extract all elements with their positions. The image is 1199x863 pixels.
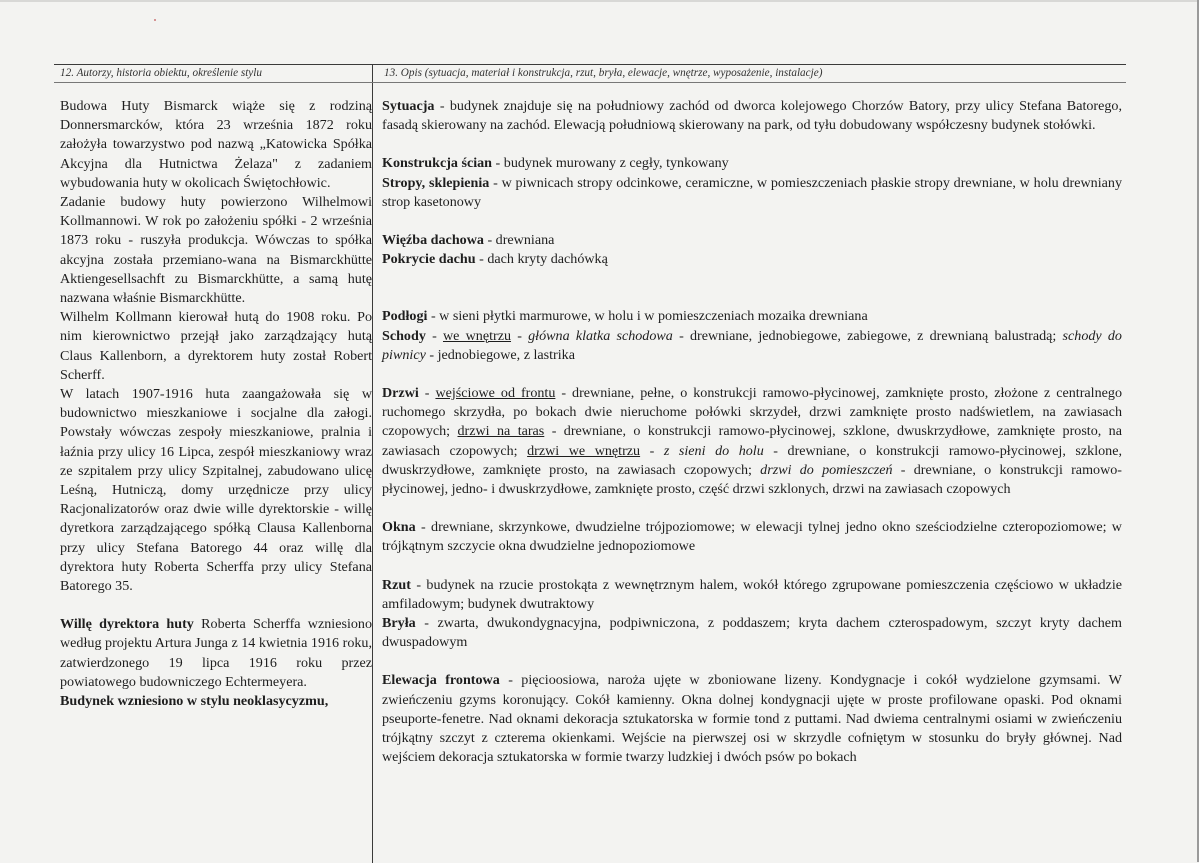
schody-label: Schody	[382, 327, 426, 344]
villa-text: Roberta Scherffa wzniesiono według projektu Artura Junga z 14 kwietnia 1916 roku, zatwierdzonego 19 lipca 1916 roku przez powiatowego budowniczego Echtermeyera.	[60, 616, 373, 690]
right-column-header: 13. Opis (sytuacja, materiał i konstrukcja, rzut, bryła, elewacje, wnętrze, wyposażenie, instalacje)	[384, 67, 823, 79]
right-column-text	[382, 97, 1122, 767]
section-konstrukcja	[382, 154, 1122, 173]
interior-door-label: drzwi we wnętrzu	[527, 442, 641, 459]
history-paragraph-2: Zadanie budowy huty powierzono Wilhelmowi Kollmannowi. W rok po założeniu spółki - 2 września 1873 roku - ruszyła produkcja. Wówczas to spółka akcyjna została przemiano-wana na Bismarckhütte Aktiengesellsachft zu Bismarckhütte, a samą hutę nazwana właśnie Bismarckhütte.	[60, 194, 372, 307]
drzwi-text-3: - drewniane, o konstrukcji ramowo-płycinowej, szklone, dwuskrzydłowe, zamknięte prosto, na zawiasach czopowych;	[382, 442, 1122, 478]
style-statement: Budynek wzniesiono w stylu neoklasycyzmu,	[60, 693, 329, 710]
drzwi-text-4: - drewniane, o konstrukcji ramowo-płycinowej, jedno- i dwuskrzydłowe, zamknięte prosto, część drzwi szklonych, drzwi na zawiasach czopowych	[382, 461, 1122, 498]
front-door-label: wejściowe od frontu	[435, 385, 556, 402]
pokrycie-text: - dach kryty dachówką	[475, 251, 608, 268]
section-schody	[382, 327, 1122, 365]
drzwi-text-2: - drewniane, o konstrukcji ramowo-płycinowej, szklone, dwuskrzydłowe, zamknięte prosto, na zawiasach czopowych;	[382, 423, 1122, 459]
podlogi-text: - w sieni płytki marmurowe, w holu i w pomieszczeniach mozaika drewniana	[427, 308, 868, 325]
ink-speck	[154, 19, 156, 21]
drzwi-separator: -	[418, 385, 436, 402]
history-paragraph-1: Budowa Huty Bismarck wiąże się z rodziną Donnersmarcków, która 23 września 1872 roku założyła towarzystwo pod nazwą „Katowicka Spółka Akcyjna dla Hutnictwa Żelaza" z zadaniem wybudowania huty w okolicach Świętochłowic.	[60, 98, 372, 191]
history-paragraph-4: W latach 1907-1916 huta zaangażowała się w budownictwo mieszkaniowe i socjalne dla załogi. Powstały wówczas zespoły mieszkaniowe, pralnia i łaźnia przy ulicy 16 Lipca, zespół mieszkaniowy wraz ze szpitalem przy ulicy Szpitalnej, zabudowano ulicę Leśną, Hutniczą, domy urzędnicze przy ulicy Racjonalizatorów oraz dwie wille dyrektorskie - willę dyretkora zarządzającego spółką Clausa Kallenborna przy ulicy Stefana Batorego 44 oraz willę dla dyrektora huty Roberta Scherffa przy ulicy Stefana Batorego 35.	[60, 386, 372, 595]
section-sytuacja	[382, 97, 1122, 135]
okna-text: - drewniane, skrzynkowe, dwudzielne trójpoziomowe; w elewacji tylnej jedno okno sześciodzielne czteropoziomowe; w trójkątnym szczycie okna dwudzielne jednopoziomowe	[382, 519, 1122, 555]
section-pokrycie	[382, 250, 1122, 269]
column-divider	[372, 65, 373, 863]
podlogi-label: Podłogi	[382, 308, 428, 325]
elewacja-label: Elewacja frontowa	[382, 672, 500, 689]
hall-door-label: z sieni do holu	[663, 442, 764, 459]
room-door-label: drzwi do pomieszczeń	[760, 461, 893, 478]
schody-text-2: - jednobiegowe, z lastrika	[425, 346, 575, 363]
main-staircase-label: główna klatka schodowa	[528, 327, 673, 344]
rzut-text: - budynek na rzucie prostokąta z wewnętrznym halem, wokół którego zgrupowane pomieszczenia częściowo w układzie amfiladowym; budynek dwutraktowy	[382, 576, 1122, 612]
bryla-text: - zwarta, dwukondygnacyjna, podpiwniczona, z poddaszem; kryta dachem czterospadowym, szczyt kryty dachem dwuspadowym	[382, 615, 1122, 651]
history-paragraph-5	[60, 615, 372, 692]
wiezba-label: Więźba dachowa	[382, 232, 484, 249]
stropy-label: Stropy, sklepienia	[382, 174, 490, 191]
villa-heading: Willę dyrektora huty	[60, 616, 194, 633]
schody-separator-2: -	[511, 327, 529, 344]
okna-label: Okna	[382, 519, 416, 536]
basement-stairs-label: schody do piwnicy	[382, 327, 1122, 363]
section-stropy	[382, 174, 1122, 212]
konstrukcja-text: - budynek murowany z cegły, tynkowany	[492, 155, 729, 172]
pokrycie-label: Pokrycie dachu	[382, 251, 476, 268]
drzwi-label: Drzwi	[382, 385, 419, 402]
form-sheet	[54, 64, 1126, 863]
section-okna	[382, 518, 1122, 556]
schody-interior-label: we wnętrzu	[442, 327, 512, 344]
left-column-header: 12. Autorzy, historia obiektu, określenie stylu	[60, 67, 262, 79]
konstrukcja-label: Konstrukcja ścian	[382, 155, 493, 172]
left-column-text	[60, 97, 372, 711]
section-drzwi	[382, 384, 1122, 499]
drzwi-separator-3: -	[640, 442, 664, 459]
section-elewacja	[382, 671, 1122, 767]
history-paragraph-3: Wilhelm Kollmann kierował hutą do 1908 roku. Po nim kierownictwo przejął jako zarządzający hutą Claus Kallenborn, a dyrektorem huty został Robert Scherff.	[60, 309, 372, 383]
section-wiezba	[382, 231, 1122, 250]
header-rule	[54, 82, 1126, 83]
schody-separator: -	[425, 327, 443, 344]
sytuacja-label: Sytuacja	[382, 98, 435, 114]
schody-text-1: - drewniane, jednobiegowe, zabiegowe, z drewnianą balustradą;	[672, 327, 1063, 344]
section-bryla	[382, 614, 1122, 652]
sytuacja-text: - budynek znajduje się na południowy zachód od dworca kolejowego Chorzów Batory, przy ulicy Stefana Batorego, fasadą skierowany na zachód. Elewacją południową skierowany na park, od tyłu dobudowany współczesny budynek stołówki.	[382, 98, 1122, 134]
wiezba-text: - drewniana	[483, 232, 555, 249]
bryla-label: Bryła	[382, 615, 416, 632]
section-podlogi	[382, 307, 1122, 326]
page-top-edge	[0, 0, 1199, 2]
drzwi-text-1: - drewniane, pełne, o konstrukcji ramowo-płycinowej, zamknięte prosto, złożone z centralnego ruchomego skrzydła, po bokach dwie nieruchome połówki skrzydeł, drzwi zamknięte prosto nadświetlem, na zawiasach czopowych;	[382, 385, 1122, 440]
stropy-text: - w piwnicach stropy odcinkowe, ceramiczne, w pomieszczeniach płaskie stropy drewniane, w holu drewniany strop kasetonowy	[382, 174, 1122, 210]
rzut-label: Rzut	[382, 576, 411, 593]
terrace-door-label: drzwi na taras	[457, 423, 545, 440]
elewacja-text: - pięcioosiowa, naroża ujęte w zboniowane lizeny. Kondygnacje i cokół wydzielone gzymsami. W zwieńczeniu gzyms koronujący. Cokół kamienny. Okna dolnej kondygnacji ujęte w proste profilowane opaski. Pod oknami pseuporte-fenetre. Nad oknami dekoracja sztukatorska w formie tond z puttami. Nad dwiema centralnymi osiami w zwieńczeniu trójkątny szczyt z czterema okienkami. Wejście na pierwszej osi w skrzydle cofniętym w stosunku do bryły głównej. Nad wejściem dekoracja sztukatorska w formie twarzy ludzkiej i dwóch psów po bokach	[382, 672, 1122, 766]
section-rzut	[382, 576, 1122, 614]
